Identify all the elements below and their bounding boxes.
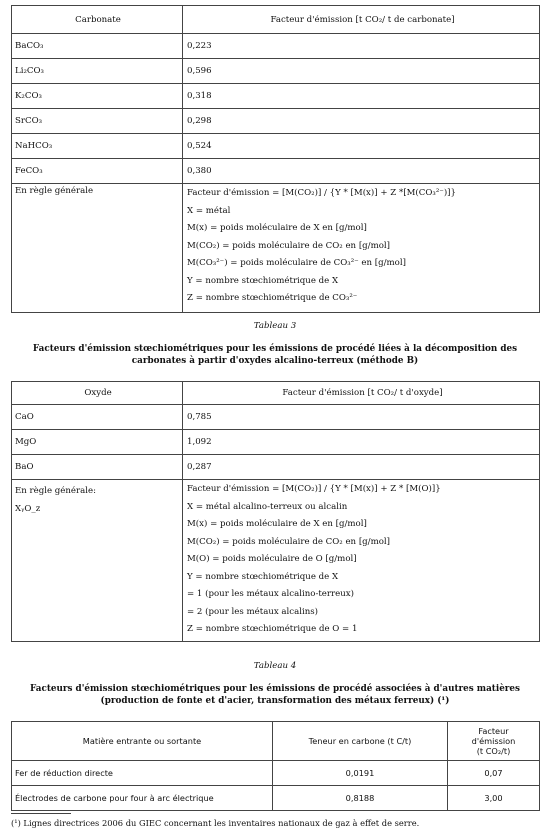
factor-cell: 0,524 [183,134,540,159]
table-row [12,405,540,430]
other-materials-emission-table [11,721,540,811]
column-header-carbonate: Carbonate [12,6,183,34]
general-oxide-formula: XᵧO_z [15,503,41,514]
column-header-oxide: Oxyde [12,382,183,405]
factor-cell: 0,223 [183,34,540,59]
carbon-content-cell: 0,0191 [273,761,448,786]
table-4-caption: Tableau 4 [253,661,297,671]
formula-line: M(x) = poids moléculaire de X en [g/mol] [187,223,367,233]
table-row-general [12,184,540,313]
formula-line: = 1 (pour les métaux alcalino-terreux) [187,589,354,599]
carbonate-cell: BaCO₃ [12,34,183,59]
table-row [12,455,540,480]
factor-cell: 0,380 [183,159,540,184]
carbonate-cell: K₂CO₃ [12,84,183,109]
factor-cell: 0,287 [183,455,540,480]
general-rule-label: En règle générale [12,184,183,313]
footnote-divider [11,813,71,814]
column-header-carbon-content: Teneur en carbone (t C/t) [273,722,448,761]
carbonate-cell: FeCO₃ [12,159,183,184]
table-row [12,786,540,811]
carbonate-cell: NaHCO₃ [12,134,183,159]
material-cell: Électrodes de carbone pour four à arc électrique [12,786,273,811]
formula-line: Y = nombre stœchiométrique de X [187,275,339,286]
oxide-cell: CaO [12,405,183,430]
factor-cell: 1,092 [183,430,540,455]
table-row [12,109,540,134]
table-row [12,761,540,786]
table-row [12,430,540,455]
factor-cell: 0,298 [183,109,540,134]
formula-line: Facteur d'émission = [M(CO₂)] / {Y * [M(x)] + Z * [M(O)]} [187,484,441,494]
oxide-emission-table [11,381,540,642]
formula-line: = 2 (pour les métaux alcalins) [187,606,319,617]
table-row [12,59,540,84]
column-header-emission-factor: Facteur d'émission (t CO₂/t) [448,722,540,761]
table-row [12,134,540,159]
table-4-title: Facteurs d'émission stœchiométriques pour les émissions de procédé associées à d'autres matières (production de fonte et d'acier, transformation des métaux ferreux) (¹) [30,684,520,706]
general-formula-cell [183,480,540,642]
table-3-caption: Tableau 3 [253,321,297,331]
table-row [12,159,540,184]
formula-line: M(CO₃²⁻) = poids moléculaire de CO₃²⁻ en [g/mol] [187,258,406,268]
formula-line: Z = nombre stœchiométrique de O = 1 [187,624,358,634]
table-row [12,84,540,109]
formula-line: Y = nombre stœchiométrique de X [187,571,339,582]
table-row [12,34,540,59]
formula-line: X = métal [187,205,231,216]
factor-cell: 0,07 [448,761,540,786]
factor-cell: 0,785 [183,405,540,430]
table-3-title: Facteurs d'émission stœchiométriques pour les émissions de procédé liées à la décomposition des carbonates à partir d'oxydes alcalino-terreux (méthode B) [32,344,518,366]
oxide-cell: MgO [12,430,183,455]
column-header-emission-factor: Facteur d'émission [t CO₂/ t de carbonate] [183,6,540,34]
oxide-cell: BaO [12,455,183,480]
footnote: (¹) Lignes directrices 2006 du GIEC concernant les inventaires nationaux de gaz à effet de serre. [11,818,420,828]
formula-line: M(CO₂) = poids moléculaire de CO₂ en [g/mol] [187,536,390,547]
table-row-general [12,480,540,642]
carbonate-cell: Li₂CO₃ [12,59,183,84]
factor-cell: 3,00 [448,786,540,811]
material-cell: Fer de réduction directe [12,761,273,786]
formula-line: X = métal alcalino-terreux ou alcalin [187,501,348,512]
formula-line: Z = nombre stœchiométrique de CO₃²⁻ [187,293,358,303]
factor-cell: 0,318 [183,84,540,109]
carbon-content-cell: 0,8188 [273,786,448,811]
column-header-material: Matière entrante ou sortante [12,722,273,761]
general-formula-cell [183,184,540,313]
formula-line: M(CO₂) = poids moléculaire de CO₂ en [g/mol] [187,240,390,251]
formula-line: M(x) = poids moléculaire de X en [g/mol] [187,519,367,529]
carbonate-emission-table [11,5,540,313]
factor-cell: 0,596 [183,59,540,84]
general-rule-label-cell [12,480,183,642]
column-header-emission-factor: Facteur d'émission [t CO₂/ t d'oxyde] [183,382,540,405]
formula-line: Facteur d'émission = [M(CO₂)] / {Y * [M(x)] + Z *[M(CO₃²⁻)]} [187,188,456,198]
carbonate-cell: SrCO₃ [12,109,183,134]
formula-line: M(O) = poids moléculaire de O [g/mol] [187,554,357,564]
general-rule-label: En règle générale: [15,486,96,496]
